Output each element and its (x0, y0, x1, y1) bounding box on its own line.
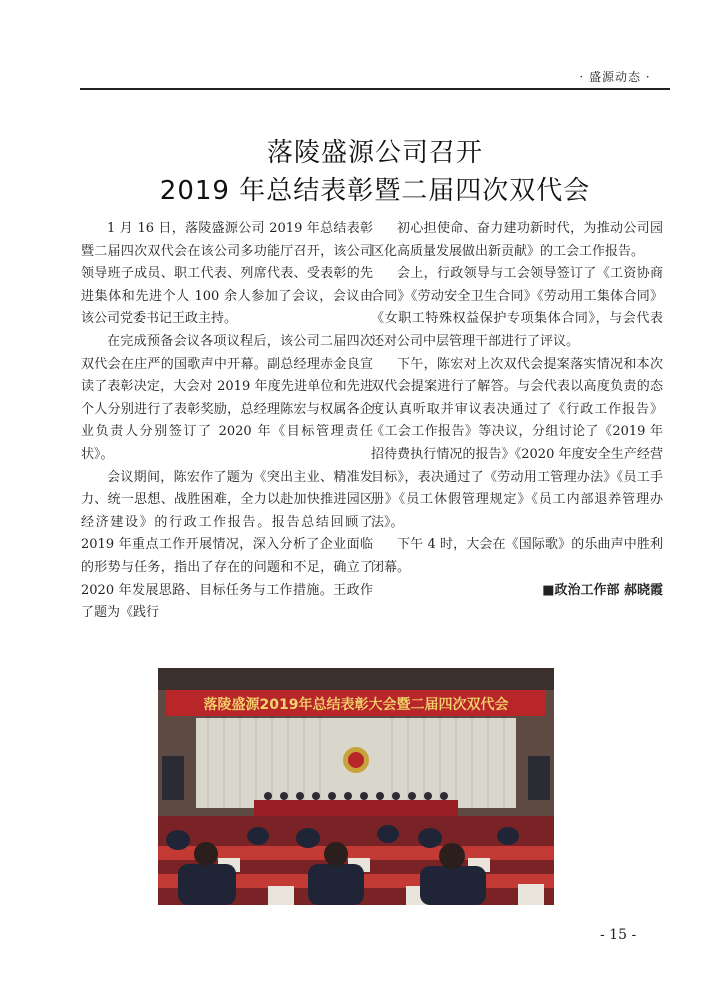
meeting-photo-illustration (158, 668, 554, 905)
byline: ■政治工作部 郝晓霞 (542, 582, 663, 598)
paragraph: 1 月 16 日，落陵盛源公司 2019 年总结表彰暨二届四次双代会在该公司多功能厅召开，该公司领导班子成员、职工代表、列席代表、受表彰的先进集体和先进个人 100 余人参加了会议，会议由该公司党委书记王政主持。 (81, 221, 373, 327)
paragraph: 初心担使命、奋力建功新时代，为推动公司园区化高质量发展做出新贡献》的工会工作报告。 (371, 221, 663, 259)
header-rule (80, 88, 670, 90)
section-tag: · 盛源动态 · (579, 70, 651, 84)
paragraph: 会议期间，陈宏作了题为《突出主业、精准发力、统一思想、战胜困难，全力以赴加快推进园区经济建设》的行政工作报告。报告总结回顾了 2019 年重点工作开展情况，深入分析了企业面临的形势与任务，指出了存在的问题和不足，确立了 2020 年发展思路、目标任务与工作措施。王政作了题为《践行 (81, 469, 373, 621)
page-number: - 15 - (600, 927, 637, 943)
article-title-line1: 落陵盛源公司召开 (266, 138, 483, 168)
banner-text: 落陵盛源2019年总结表彰大会暨二届四次双代会 (203, 697, 509, 713)
paragraph: 会上，行政领导与工会领导签订了《工资协商合同》《劳动安全卫生合同》《劳动用工集体合同》《女职工特殊权益保护专项集体合同》，与会代表还对公司中层管理干部进行了评议。 (371, 266, 663, 349)
article-title-line2: 2019 年总结表彰暨二届四次双代会 (159, 176, 591, 206)
paragraph: 下午 4 时，大会在《国际歌》的乐曲声中胜利闭幕。 (371, 537, 663, 575)
left-column (81, 218, 373, 625)
paragraph: 下午，陈宏对上次双代会提案落实情况和本次双代会提案进行了解答。与会代表以高度负责的态度认真听取并审议表决通过了《行政工作报告》《工会工作报告》等决议，分组讨论了《2019 年招待费执行情况的报告》《2020 年度安全生产经营目标》，表决通过了《劳动用工管理办法》《员工手册》《员工休假管理规定》《员工内部退养管理办法》。 (371, 356, 663, 530)
right-column (371, 218, 663, 602)
paragraph: 在完成预备会议各项议程后，该公司二届四次双代会在庄严的国歌声中开幕。副总经理赤金良宣读了表彰决定，大会对 2019 年度先进单位和先进个人分别进行了表彰奖励，总经理陈宏与权属各企业负责人分别签订了 2020 年《目标管理责任状》。 (81, 333, 373, 462)
meeting-photo (158, 668, 554, 905)
